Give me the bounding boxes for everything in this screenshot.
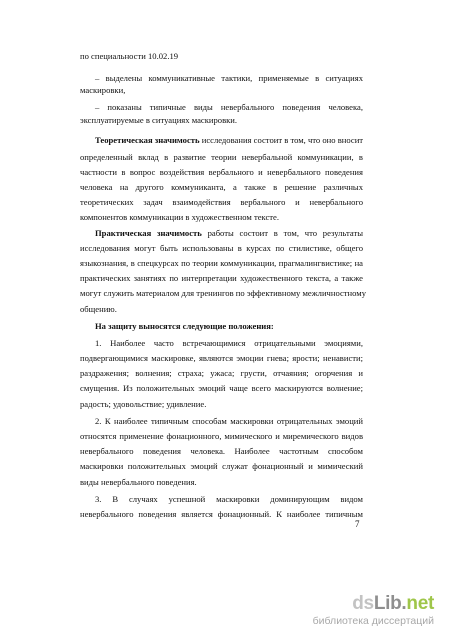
page-number: 7 — [355, 519, 360, 529]
text-line: невербального поведения человека. Наиболее частотным способом — [80, 446, 363, 456]
text-line: маскировки положительных эмоций служат фонационный и мимический — [80, 461, 363, 471]
text-line: практических занятиях по интерпретации художественного текста, а также — [80, 273, 363, 283]
text-line: исследования могут быть использованы в курсах по стилистике, общего — [80, 243, 363, 253]
text-line: эксплуатируемые в ситуациях маскировки. — [80, 115, 238, 125]
text-line: – выделены коммуникативные тактики, применяемые в ситуациях — [95, 73, 363, 83]
text-line: языкознания, в спецкурсах по теории коммуникации, прагмалингвистике; на — [80, 258, 363, 268]
text-line: человека на другого коммуниканта, а также в решение различных — [80, 182, 363, 192]
text-line: компонентов коммуникации в художественном тексте. — [80, 212, 280, 222]
text-line: общению. — [80, 304, 117, 314]
dslib-watermark[interactable] — [313, 594, 434, 627]
practical-heading: Практическая значимость — [95, 228, 202, 238]
text-line: виды невербального поведения. — [80, 477, 197, 487]
practical-significance-line — [95, 228, 363, 238]
text-line: подвергающимися маскировке, являются эмоции гнева; ярости; ненависти; — [80, 353, 363, 363]
section-heading: На защиту выносятся следующие положения: — [95, 321, 274, 331]
text-fragment: исследования состоит в том, что оно вносит — [201, 135, 364, 145]
text-line: маскировки, — [80, 85, 126, 95]
text-line: по специальности 10.02.19 — [80, 51, 179, 61]
text-line: 1. Наиболее часто встречающимися отрицательными эмоциями, — [95, 338, 363, 348]
text-line: – показаны типичные виды невербального поведения человека, — [95, 102, 363, 112]
theoretical-significance-line — [95, 135, 363, 145]
theoretical-heading: Теоретическая значимость — [95, 135, 200, 145]
text-line: относятся применение фонационного, мимического и миремического видов — [80, 431, 363, 441]
text-fragment: работы состоит в том, что результаты — [207, 228, 364, 238]
text-line: теоретических задач взаимодействия вербального и невербального — [80, 197, 363, 207]
text-line: раздражения; волнения; страха; ужаса; грусти, отчаяния; огорчения и — [80, 368, 363, 378]
text-line: 2. К наиболее типичным способам маскировки отрицательных эмоций — [95, 416, 363, 426]
dslib-logo: dsLib.net — [352, 593, 434, 614]
text-line: определенный вклад в развитие теории невербальной коммуникации, в — [80, 152, 363, 162]
text-line: частности в вопрос воздействия вербального и невербального поведения — [80, 167, 363, 177]
text-line: невербального поведения является фонационный. К наиболее типичным — [80, 509, 363, 519]
text-line: смущения. Из положительных эмоций чаще всего маскируются волнение; — [80, 383, 363, 393]
text-line: могут служить материалом для тренингов по эффективному межличностному — [80, 288, 367, 298]
dslib-subtitle: библиотека диссертаций — [312, 615, 434, 627]
text-line: 3. В случаях успешной маскировки доминирующим видом — [95, 494, 363, 504]
text-line: радость; удовольствие; удивление. — [80, 399, 207, 409]
